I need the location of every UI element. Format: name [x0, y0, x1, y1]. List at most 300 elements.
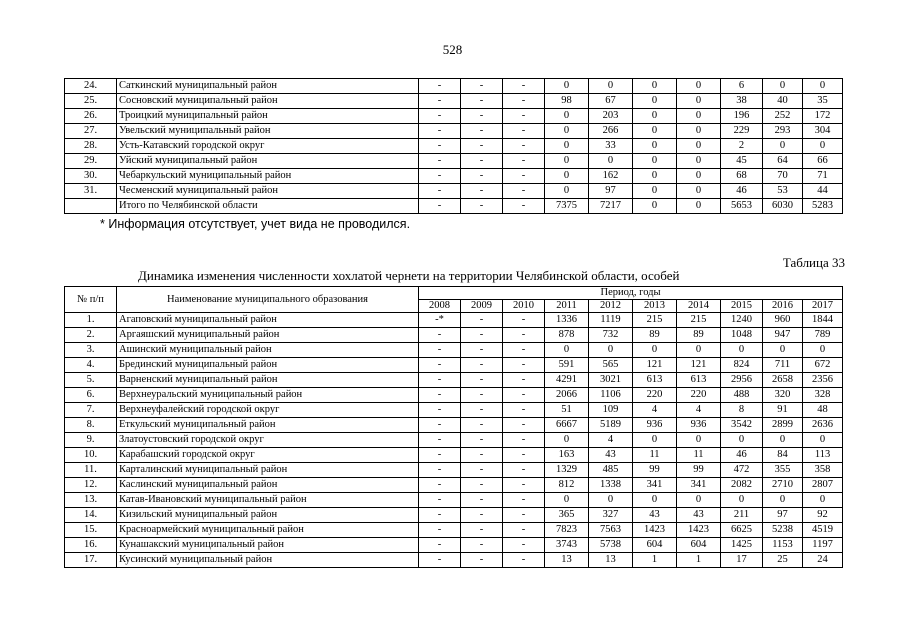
year-value: -: [419, 169, 461, 184]
row-number: 28.: [65, 139, 117, 154]
year-value: 0: [633, 109, 677, 124]
year-value: 1048: [721, 328, 763, 343]
year-value: 215: [633, 313, 677, 328]
table-row: [65, 433, 843, 448]
year-value: 320: [763, 388, 803, 403]
year-value: 163: [545, 448, 589, 463]
table-row: [65, 418, 843, 433]
year-value: 0: [763, 433, 803, 448]
year-value: -*: [419, 313, 461, 328]
year-header: 2008: [419, 300, 461, 313]
year-value: 0: [545, 343, 589, 358]
year-value: -: [419, 139, 461, 154]
row-number: 2.: [65, 328, 117, 343]
year-value: -: [461, 139, 503, 154]
year-value: 0: [545, 154, 589, 169]
municipality-name: Ашинский муниципальный район: [117, 343, 419, 358]
year-value: -: [419, 184, 461, 199]
year-value: 960: [763, 313, 803, 328]
municipality-name: Карабашский городской округ: [117, 448, 419, 463]
row-number: 24.: [65, 79, 117, 94]
year-value: 4291: [545, 373, 589, 388]
year-value: -: [461, 388, 503, 403]
year-value: 121: [677, 358, 721, 373]
municipality-name: Карталинский муниципальный район: [117, 463, 419, 478]
year-value: 0: [677, 139, 721, 154]
year-value: -: [419, 478, 461, 493]
year-value: -: [461, 199, 503, 214]
year-value: 789: [803, 328, 843, 343]
table-row: [65, 313, 843, 328]
year-value: 1106: [589, 388, 633, 403]
year-value: 67: [589, 94, 633, 109]
table-row: [65, 358, 843, 373]
municipality-name: Саткинский муниципальный район: [117, 79, 419, 94]
year-value: -: [419, 124, 461, 139]
year-value: 11: [633, 448, 677, 463]
table-row: [65, 169, 843, 184]
year-value: -: [503, 523, 545, 538]
year-value: 46: [721, 184, 763, 199]
year-value: -: [503, 373, 545, 388]
year-value: 0: [545, 433, 589, 448]
year-value: -: [419, 373, 461, 388]
row-number: [65, 199, 117, 214]
municipality-name: Кизильский муниципальный район: [117, 508, 419, 523]
year-value: 0: [589, 493, 633, 508]
row-number: 29.: [65, 154, 117, 169]
year-value: 672: [803, 358, 843, 373]
year-value: 0: [721, 433, 763, 448]
year-value: 215: [677, 313, 721, 328]
year-value: 3542: [721, 418, 763, 433]
table-number: Таблица 33: [782, 255, 845, 270]
year-value: 70: [763, 169, 803, 184]
year-value: 936: [677, 418, 721, 433]
year-value: 0: [677, 433, 721, 448]
year-value: 113: [803, 448, 843, 463]
year-value: 2710: [763, 478, 803, 493]
year-value: 0: [633, 433, 677, 448]
year-value: -: [461, 493, 503, 508]
year-value: 0: [545, 493, 589, 508]
row-number: 7.: [65, 403, 117, 418]
year-value: 17: [721, 553, 763, 568]
year-value: -: [419, 538, 461, 553]
year-value: -: [419, 343, 461, 358]
year-value: 355: [763, 463, 803, 478]
year-value: 89: [633, 328, 677, 343]
year-value: 196: [721, 109, 763, 124]
year-value: 0: [545, 169, 589, 184]
year-value: -: [461, 184, 503, 199]
year-value: 2356: [803, 373, 843, 388]
year-value: 304: [803, 124, 843, 139]
year-value: 604: [677, 538, 721, 553]
year-value: 1336: [545, 313, 589, 328]
year-value: -: [461, 418, 503, 433]
year-value: -: [419, 508, 461, 523]
year-value: -: [419, 109, 461, 124]
year-value: 162: [589, 169, 633, 184]
table-row: [65, 388, 843, 403]
footnote: * Информация отсутствует, учет вида не проводился.: [100, 217, 411, 231]
year-value: 0: [545, 109, 589, 124]
year-value: 0: [545, 79, 589, 94]
table-row: [65, 94, 843, 109]
year-value: 711: [763, 358, 803, 373]
year-value: 7375: [545, 199, 589, 214]
year-value: 0: [677, 184, 721, 199]
year-value: 97: [589, 184, 633, 199]
row-number: 26.: [65, 109, 117, 124]
year-value: 2082: [721, 478, 763, 493]
table-row: [65, 493, 843, 508]
year-value: 0: [721, 343, 763, 358]
table-row: [65, 154, 843, 169]
year-value: 5283: [803, 199, 843, 214]
year-value: -: [503, 124, 545, 139]
year-value: -: [503, 358, 545, 373]
year-value: -: [419, 358, 461, 373]
table-row: [65, 538, 843, 553]
row-number: 6.: [65, 388, 117, 403]
year-value: 0: [633, 139, 677, 154]
year-value: 4: [589, 433, 633, 448]
year-value: -: [419, 523, 461, 538]
year-value: 68: [721, 169, 763, 184]
row-number: 8.: [65, 418, 117, 433]
year-value: 1197: [803, 538, 843, 553]
year-value: 35: [803, 94, 843, 109]
year-value: -: [461, 94, 503, 109]
municipality-name: Сосновский муниципальный район: [117, 94, 419, 109]
year-value: 1338: [589, 478, 633, 493]
municipality-name: Чебаркульский муниципальный район: [117, 169, 419, 184]
year-header: 2017: [803, 300, 843, 313]
year-value: 0: [677, 109, 721, 124]
header-period: Период, годы: [419, 287, 843, 300]
year-value: 13: [545, 553, 589, 568]
year-value: 92: [803, 508, 843, 523]
row-number: 3.: [65, 343, 117, 358]
year-value: 33: [589, 139, 633, 154]
municipality-name: Каслинский муниципальный район: [117, 478, 419, 493]
municipality-name: Златоустовский городской округ: [117, 433, 419, 448]
row-number: 10.: [65, 448, 117, 463]
row-number: 16.: [65, 538, 117, 553]
year-value: 732: [589, 328, 633, 343]
table-row: [65, 139, 843, 154]
year-value: -: [503, 478, 545, 493]
year-value: 0: [677, 79, 721, 94]
row-number: 27.: [65, 124, 117, 139]
year-value: -: [503, 328, 545, 343]
municipality-name: Увельский муниципальный район: [117, 124, 419, 139]
year-header: 2010: [503, 300, 545, 313]
year-value: 2658: [763, 373, 803, 388]
year-value: 0: [677, 169, 721, 184]
year-value: -: [503, 94, 545, 109]
table-row: [65, 373, 843, 388]
year-value: 0: [633, 184, 677, 199]
header-num: № п/п: [65, 287, 117, 313]
year-value: 121: [633, 358, 677, 373]
year-value: -: [503, 433, 545, 448]
row-number: 17.: [65, 553, 117, 568]
year-value: 6030: [763, 199, 803, 214]
table-33: [64, 286, 843, 568]
year-value: 0: [677, 493, 721, 508]
year-value: -: [503, 493, 545, 508]
municipality-name: Аргаяшский муниципальный район: [117, 328, 419, 343]
header-name: Наименование муниципального образования: [117, 287, 419, 313]
row-number: 13.: [65, 493, 117, 508]
row-number: 15.: [65, 523, 117, 538]
municipality-name: Брединский муниципальный район: [117, 358, 419, 373]
table-row: [65, 553, 843, 568]
year-value: 1240: [721, 313, 763, 328]
year-value: 40: [763, 94, 803, 109]
year-value: 0: [763, 343, 803, 358]
year-value: 341: [677, 478, 721, 493]
year-value: 252: [763, 109, 803, 124]
year-value: -: [503, 313, 545, 328]
year-value: -: [503, 403, 545, 418]
row-number: 9.: [65, 433, 117, 448]
year-header: 2015: [721, 300, 763, 313]
year-value: 0: [589, 154, 633, 169]
year-value: 71: [803, 169, 843, 184]
year-value: 936: [633, 418, 677, 433]
table-title: Динамика изменения численности хохлатой чернети на территории Челябинской области, особей: [138, 268, 680, 283]
municipality-name: Усть-Катавский городской округ: [117, 139, 419, 154]
year-value: 0: [677, 124, 721, 139]
row-number: 1.: [65, 313, 117, 328]
table-continued: [64, 78, 843, 214]
year-value: -: [461, 523, 503, 538]
year-value: 3743: [545, 538, 589, 553]
year-value: 0: [589, 79, 633, 94]
year-value: 613: [677, 373, 721, 388]
year-value: 4519: [803, 523, 843, 538]
year-value: 327: [589, 508, 633, 523]
municipality-name: Кунашакский муниципальный район: [117, 538, 419, 553]
municipality-name: Верхнеуфалейский городской округ: [117, 403, 419, 418]
year-value: 0: [763, 139, 803, 154]
year-value: 0: [633, 169, 677, 184]
year-value: 0: [763, 493, 803, 508]
year-value: -: [461, 169, 503, 184]
year-value: -: [503, 463, 545, 478]
year-header: 2012: [589, 300, 633, 313]
year-value: 43: [633, 508, 677, 523]
year-value: 293: [763, 124, 803, 139]
year-value: 24: [803, 553, 843, 568]
municipality-name: Итого по Челябинской области: [117, 199, 419, 214]
year-header: 2013: [633, 300, 677, 313]
municipality-name: Варненский муниципальный район: [117, 373, 419, 388]
year-value: -: [461, 463, 503, 478]
year-value: 1423: [677, 523, 721, 538]
year-value: 0: [803, 139, 843, 154]
row-number: 12.: [65, 478, 117, 493]
year-value: 0: [803, 433, 843, 448]
row-number: 5.: [65, 373, 117, 388]
year-value: 98: [545, 94, 589, 109]
year-value: -: [503, 139, 545, 154]
year-value: -: [503, 79, 545, 94]
year-value: -: [419, 388, 461, 403]
table-row: [65, 448, 843, 463]
year-value: 38: [721, 94, 763, 109]
year-value: -: [461, 154, 503, 169]
table-row: [65, 463, 843, 478]
year-value: 109: [589, 403, 633, 418]
year-value: -: [503, 448, 545, 463]
year-value: -: [503, 418, 545, 433]
year-value: 43: [589, 448, 633, 463]
year-value: 64: [763, 154, 803, 169]
year-value: 1329: [545, 463, 589, 478]
year-value: -: [419, 199, 461, 214]
year-value: 203: [589, 109, 633, 124]
year-value: 48: [803, 403, 843, 418]
year-value: -: [503, 184, 545, 199]
year-value: 2066: [545, 388, 589, 403]
year-header: 2011: [545, 300, 589, 313]
year-value: 266: [589, 124, 633, 139]
municipality-name: Кусинский муниципальный район: [117, 553, 419, 568]
year-value: -: [461, 508, 503, 523]
year-value: 5189: [589, 418, 633, 433]
year-value: 4: [677, 403, 721, 418]
year-value: 66: [803, 154, 843, 169]
year-value: 0: [633, 493, 677, 508]
year-value: 99: [677, 463, 721, 478]
year-header: 2009: [461, 300, 503, 313]
year-value: -: [461, 433, 503, 448]
year-value: 0: [633, 79, 677, 94]
year-value: 11: [677, 448, 721, 463]
year-value: 0: [545, 124, 589, 139]
year-value: 0: [633, 154, 677, 169]
year-value: -: [461, 478, 503, 493]
municipality-name: Еткульский муниципальный район: [117, 418, 419, 433]
year-value: 365: [545, 508, 589, 523]
year-value: -: [419, 403, 461, 418]
year-value: 565: [589, 358, 633, 373]
year-value: -: [503, 553, 545, 568]
year-value: -: [503, 388, 545, 403]
row-number: 25.: [65, 94, 117, 109]
municipality-name: Чесменский муниципальный район: [117, 184, 419, 199]
year-value: 485: [589, 463, 633, 478]
table-row: [65, 199, 843, 214]
year-value: -: [503, 154, 545, 169]
year-value: 91: [763, 403, 803, 418]
year-value: 43: [677, 508, 721, 523]
year-value: 7563: [589, 523, 633, 538]
year-value: 2636: [803, 418, 843, 433]
table-row: [65, 328, 843, 343]
year-value: -: [503, 343, 545, 358]
year-value: -: [461, 109, 503, 124]
year-value: -: [503, 538, 545, 553]
year-value: -: [461, 358, 503, 373]
year-value: 220: [677, 388, 721, 403]
year-value: 1425: [721, 538, 763, 553]
year-value: 0: [633, 124, 677, 139]
row-number: 11.: [65, 463, 117, 478]
year-value: 220: [633, 388, 677, 403]
table-row: [65, 79, 843, 94]
year-value: 229: [721, 124, 763, 139]
year-value: 947: [763, 328, 803, 343]
row-number: 14.: [65, 508, 117, 523]
year-value: -: [461, 553, 503, 568]
year-value: -: [419, 463, 461, 478]
year-value: 604: [633, 538, 677, 553]
year-value: 1: [677, 553, 721, 568]
year-value: 878: [545, 328, 589, 343]
municipality-name: Катав-Ивановский муниципальный район: [117, 493, 419, 508]
year-value: 99: [633, 463, 677, 478]
year-value: -: [503, 109, 545, 124]
year-value: 6625: [721, 523, 763, 538]
row-number: 30.: [65, 169, 117, 184]
year-value: 89: [677, 328, 721, 343]
year-value: 0: [677, 199, 721, 214]
year-value: -: [419, 154, 461, 169]
table-row: [65, 508, 843, 523]
year-value: 46: [721, 448, 763, 463]
year-value: 13: [589, 553, 633, 568]
year-header: 2016: [763, 300, 803, 313]
year-value: 1: [633, 553, 677, 568]
row-number: 4.: [65, 358, 117, 373]
year-value: 2: [721, 139, 763, 154]
year-value: 8: [721, 403, 763, 418]
municipality-name: Агаповский муниципальный район: [117, 313, 419, 328]
year-value: 0: [589, 343, 633, 358]
municipality-name: Верхнеуральский муниципальный район: [117, 388, 419, 403]
row-number: 31.: [65, 184, 117, 199]
year-value: 328: [803, 388, 843, 403]
table-row: [65, 478, 843, 493]
table-row: [65, 523, 843, 538]
year-value: 488: [721, 388, 763, 403]
year-value: -: [461, 328, 503, 343]
year-value: 211: [721, 508, 763, 523]
year-value: 0: [633, 94, 677, 109]
year-value: 0: [803, 493, 843, 508]
year-value: 3021: [589, 373, 633, 388]
year-value: 0: [545, 139, 589, 154]
year-value: 6667: [545, 418, 589, 433]
table-row: [65, 343, 843, 358]
year-value: -: [461, 373, 503, 388]
year-value: 1844: [803, 313, 843, 328]
year-value: 1153: [763, 538, 803, 553]
year-value: 7823: [545, 523, 589, 538]
year-value: 25: [763, 553, 803, 568]
year-value: -: [461, 448, 503, 463]
year-value: -: [419, 328, 461, 343]
year-value: 6: [721, 79, 763, 94]
year-value: -: [461, 343, 503, 358]
year-header: 2014: [677, 300, 721, 313]
